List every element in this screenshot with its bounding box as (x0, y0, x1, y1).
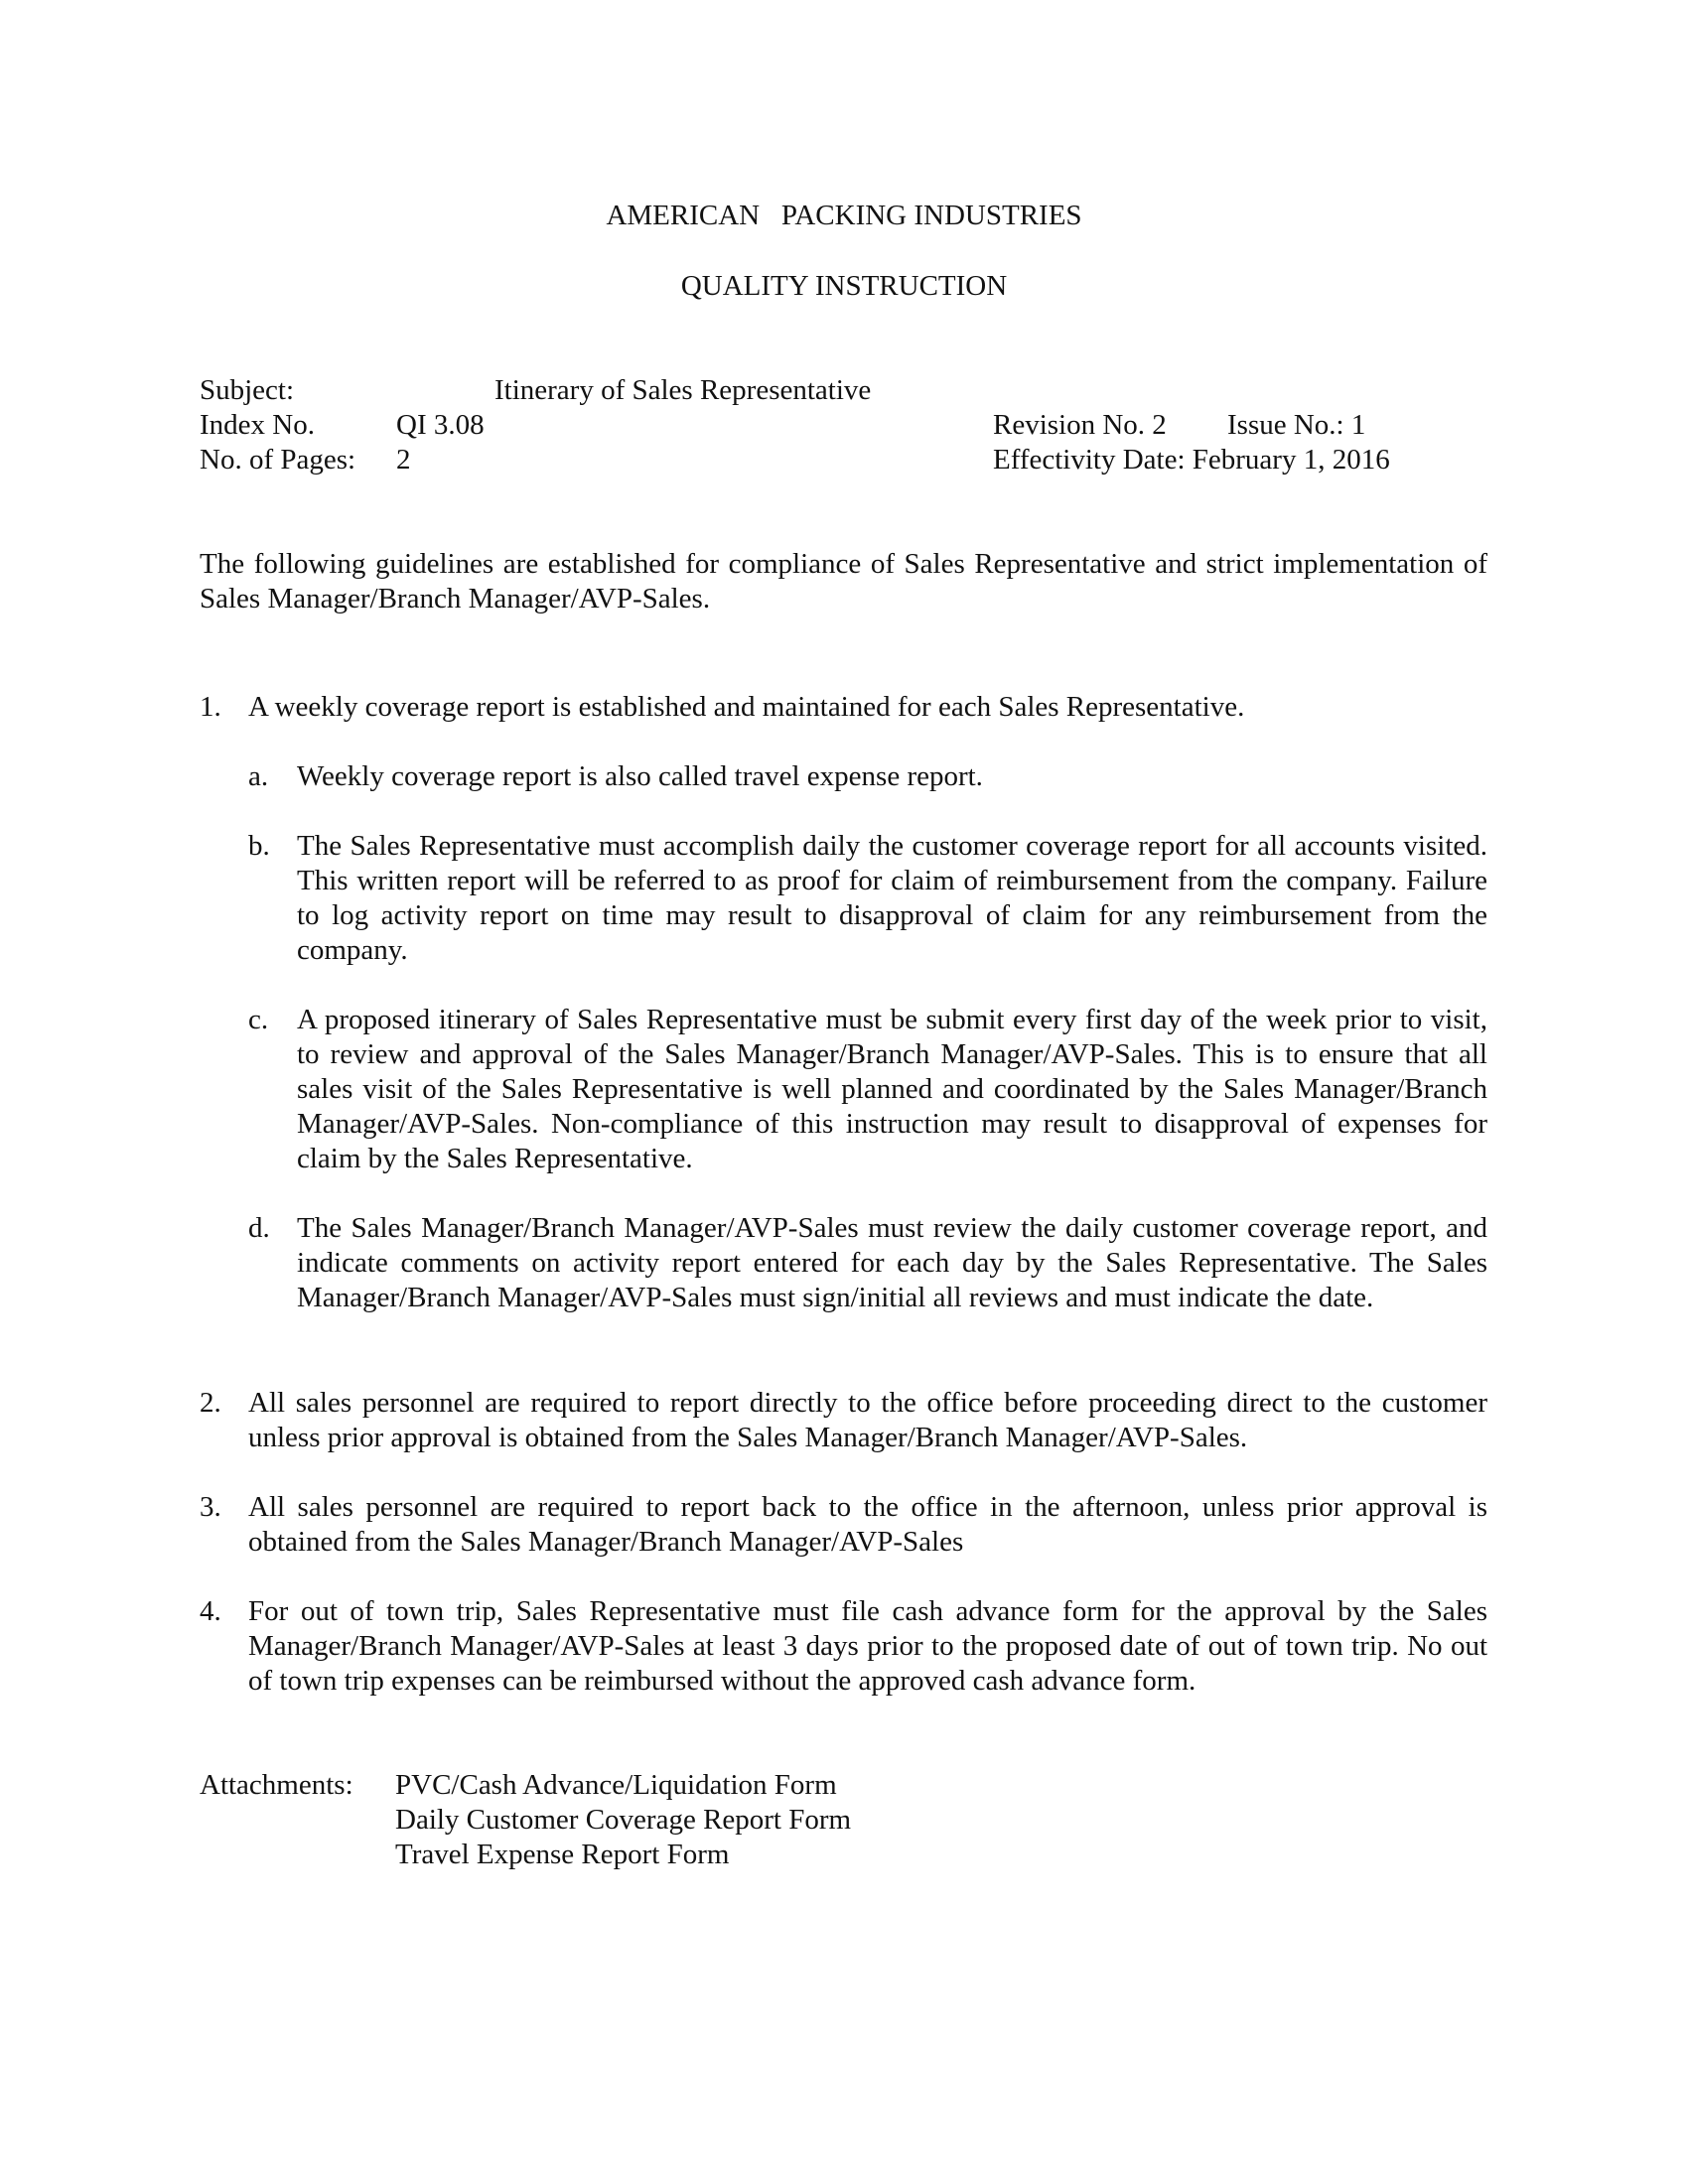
item-number: 4. (200, 1595, 221, 1627)
effectivity-date: Effectivity Date: February 1, 2016 (993, 444, 1390, 476)
item-number: 1. (200, 691, 221, 723)
attachment-item: Travel Expense Report Form (395, 1839, 730, 1870)
pages-value: 2 (396, 444, 411, 476)
sub-item-text: A proposed itinerary of Sales Representative must be submit every first day of the week prior to visit, to review and approval of the Sales Manager/Branch Manager/AVP-Sales. This is to ensure that all sales visit of the Sales Representative is well planned and coordinated by the Sales Manager/Branch Manager/AVP-Sales. Non-compliance of this instruction may result to disapproval of expenses for claim by the Sales Representative. (297, 1004, 1487, 1174)
index-label: Index No. (200, 409, 315, 441)
sub-item-text: Weekly coverage report is also called travel expense report. (297, 760, 983, 792)
attachments-label: Attachments: (200, 1769, 353, 1801)
item-number: 3. (200, 1491, 221, 1523)
sub-item-letter: d. (248, 1212, 270, 1244)
intro-paragraph: The following guidelines are established for compliance of Sales Representative and strict implementation of Sales Manager/Branch Manager/AVP-Sales. (200, 548, 1487, 614)
item-number: 2. (200, 1387, 221, 1419)
revision-number: Revision No. 2 (993, 409, 1167, 441)
item-text: All sales personnel are required to report back to the office in the afternoon, unless prior approval is obtained from the Sales Manager/Branch Manager/AVP-Sales (248, 1491, 1487, 1558)
subject-label: Subject: (200, 374, 295, 406)
subject-value: Itinerary of Sales Representative (494, 374, 872, 406)
issue-number: Issue No.: 1 (1227, 409, 1366, 441)
sub-item-letter: a. (248, 760, 269, 792)
attachment-item: Daily Customer Coverage Report Form (395, 1804, 852, 1836)
sub-item-letter: c. (248, 1004, 269, 1035)
sub-item-text: The Sales Manager/Branch Manager/AVP-Sales must review the daily customer coverage report, and indicate comments on activity report entered for each day by the Sales Representative. The Sales Manager/Branch Manager/AVP-Sales must sign/initial all reviews and must indicate the date. (297, 1212, 1487, 1313)
item-text: A weekly coverage report is established and maintained for each Sales Representative. (248, 691, 1245, 723)
pages-label: No. of Pages: (200, 444, 356, 476)
document-type: QUALITY INSTRUCTION (680, 270, 1008, 302)
sub-item-text: The Sales Representative must accomplish daily the customer coverage report for all accounts visited. This written report will be referred to as proof for claim of reimbursement from the company. Failure to log activity report on time may result to disapproval of claim for any reimbursement from the company. (297, 830, 1487, 966)
company-name: AMERICAN PACKING INDUSTRIES (606, 200, 1082, 231)
index-value: QI 3.08 (396, 409, 485, 441)
attachment-item: PVC/Cash Advance/Liquidation Form (395, 1769, 837, 1801)
item-text: For out of town trip, Sales Representative must file cash advance form for the approval by the Sales Manager/Branch Manager/AVP-Sales at least 3 days prior to the proposed date of out of town trip. No out of town trip expenses can be reimbursed without the approved cash advance form. (248, 1595, 1487, 1697)
sub-item-letter: b. (248, 830, 270, 862)
item-text: All sales personnel are required to report directly to the office before proceeding direct to the customer unless prior approval is obtained from the Sales Manager/Branch Manager/AVP-Sales. (248, 1387, 1487, 1453)
